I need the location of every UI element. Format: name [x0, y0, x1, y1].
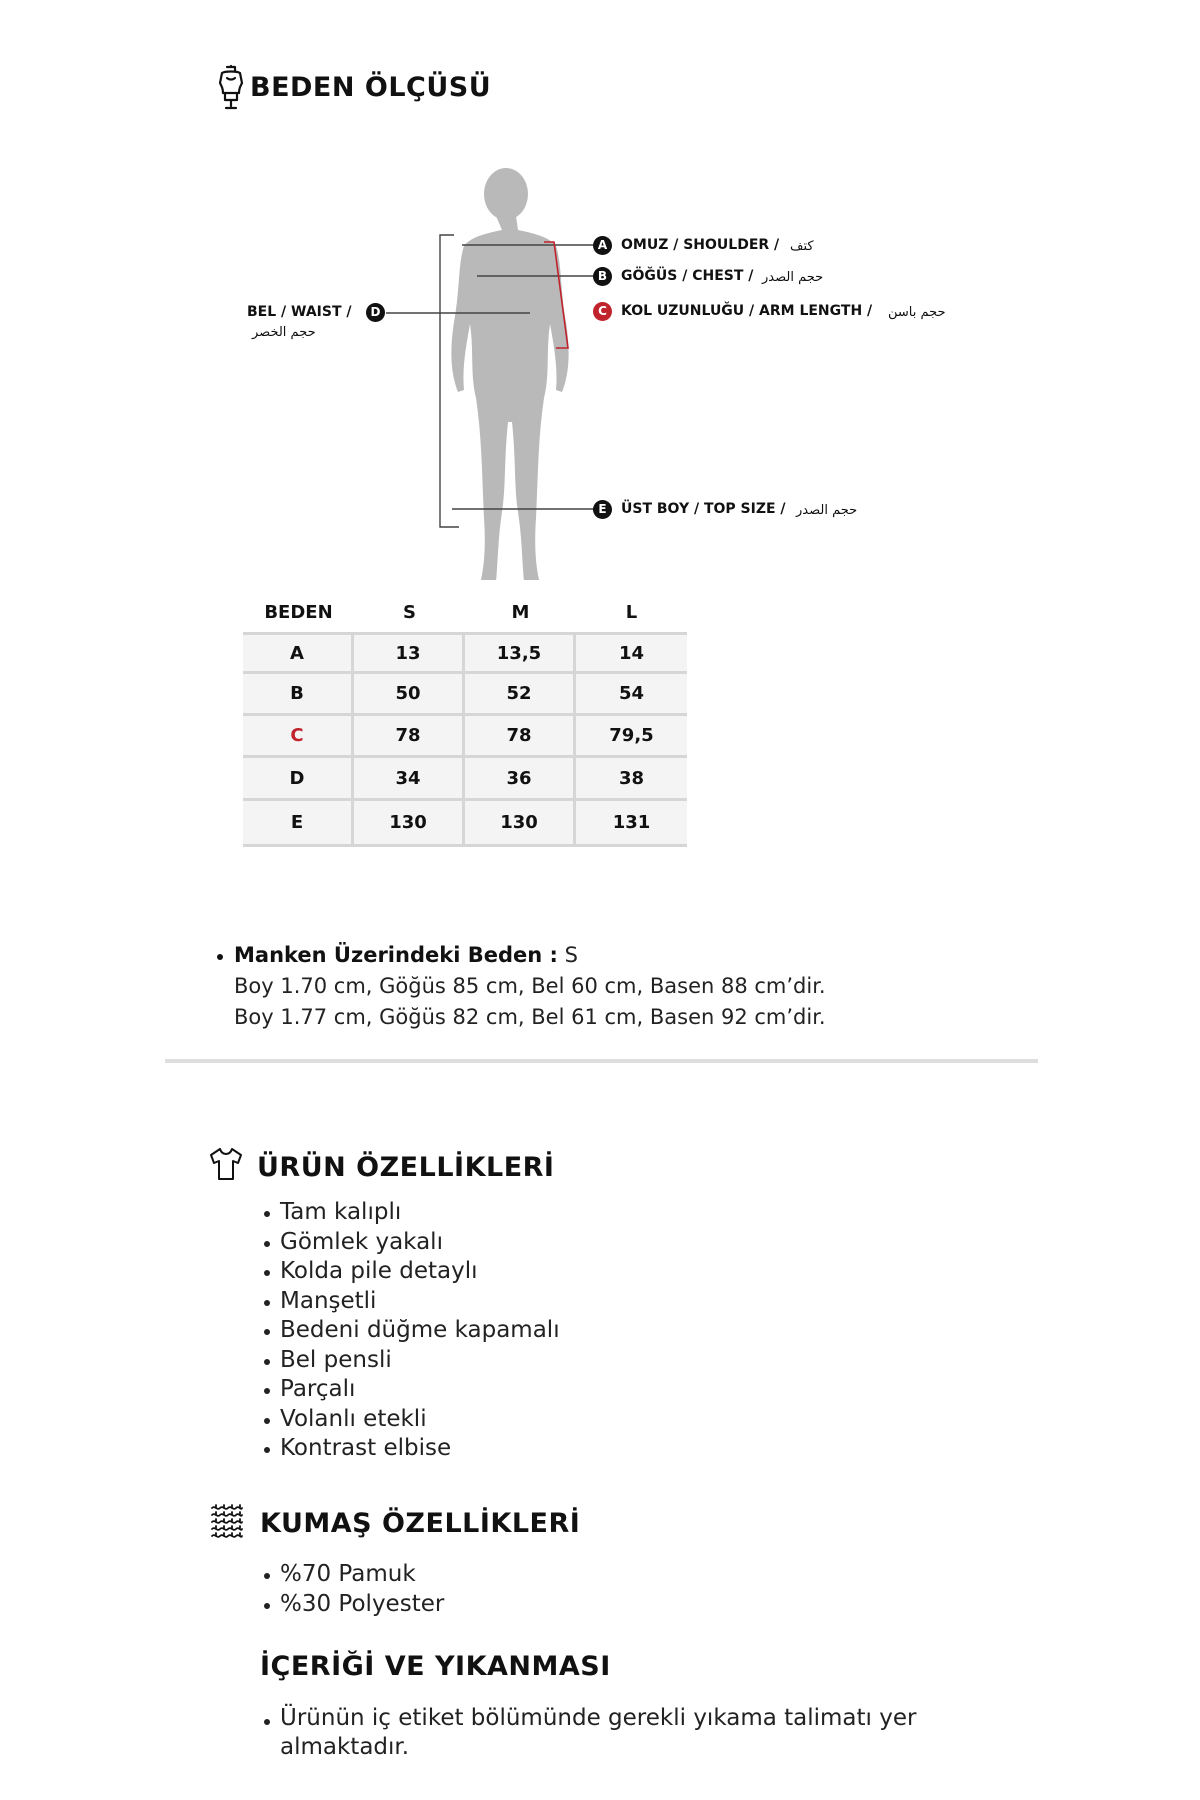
table-cell: B [243, 674, 354, 716]
size-chart-title: BEDEN ÖLÇÜSÜ [250, 72, 492, 103]
list-item: Bel pensli [264, 1346, 560, 1376]
care-title: İÇERİĞİ VE YIKANMASI [260, 1651, 611, 1682]
table-cell: D [243, 758, 354, 801]
care-line-1: Ürünün iç etiket bölümünde gerekli yıkama talimatı yer [280, 1705, 917, 1731]
tshirt-icon [208, 1146, 244, 1182]
section-divider [165, 1059, 1038, 1063]
model-note-heading [234, 943, 578, 967]
label-waist-arabic: حجم الخصر [252, 325, 316, 340]
table-cell: 52 [465, 674, 576, 716]
table-cell: 130 [354, 801, 465, 847]
table-cell: 50 [354, 674, 465, 716]
list-item: Kontrast elbise [264, 1434, 560, 1464]
list-item: Volanlı etekli [264, 1405, 560, 1435]
table-cell: 131 [576, 801, 687, 847]
size-table [243, 592, 687, 847]
table-cell: 78 [354, 716, 465, 758]
table-cell: E [243, 801, 354, 847]
table-cell: 78 [465, 716, 576, 758]
list-item: Gömlek yakalı [264, 1228, 560, 1258]
table-row [243, 632, 687, 674]
model-note-line-2: Boy 1.77 cm, Göğüs 82 cm, Bel 61 cm, Basen 92 cm’dir. [234, 1005, 826, 1029]
care-line-2: almaktadır. [280, 1734, 410, 1760]
table-cell: 38 [576, 758, 687, 801]
model-note-value: S [557, 943, 578, 967]
list-item: Kolda pile detaylı [264, 1257, 560, 1287]
table-cell: 130 [465, 801, 576, 847]
table-header-cell: L [625, 601, 638, 623]
table-row [243, 801, 687, 847]
body-figure-diagram [0, 0, 1200, 580]
label-top-size-arabic: حجم الصدر [796, 503, 858, 518]
model-note-bullet [217, 954, 223, 960]
badge-d: D [366, 303, 385, 322]
model-note-line-1: Boy 1.70 cm, Göğüs 85 cm, Bel 60 cm, Basen 88 cm’dir. [234, 974, 826, 998]
product-features-list [264, 1198, 560, 1464]
fabric-icon [208, 1502, 246, 1540]
label-arm-length: KOL UZUNLUĞU / ARM LENGTH / [621, 303, 873, 319]
product-features-title: ÜRÜN ÖZELLİKLERİ [257, 1152, 555, 1183]
table-row [243, 674, 687, 716]
table-header-cell: BEDEN [264, 601, 333, 623]
table-cell: 14 [576, 632, 687, 674]
table-row [243, 758, 687, 801]
table-cell: C [243, 716, 354, 758]
fabric-features-list [264, 1560, 444, 1619]
list-item: %30 Polyester [264, 1590, 444, 1620]
fabric-features-title: KUMAŞ ÖZELLİKLERİ [260, 1508, 581, 1539]
table-cell: 54 [576, 674, 687, 716]
table-cell: A [243, 632, 354, 674]
badge-c: C [593, 302, 612, 321]
list-item: Tam kalıplı [264, 1198, 560, 1228]
label-top-size: ÜST BOY / TOP SIZE / [621, 501, 786, 517]
table-cell: 13,5 [465, 632, 576, 674]
table-cell: 36 [465, 758, 576, 801]
label-shoulder-arabic: كتف [790, 239, 814, 254]
list-item: Parçalı [264, 1375, 560, 1405]
label-waist: BEL / WAIST / [247, 304, 352, 320]
label-chest-arabic: حجم الصدر [762, 270, 824, 285]
list-item: Manşetli [264, 1287, 560, 1317]
badge-e: E [593, 500, 612, 519]
table-cell: 13 [354, 632, 465, 674]
table-header-cell: S [403, 601, 416, 623]
model-note-label: Manken Üzerindeki Beden : [234, 943, 558, 967]
table-row [243, 716, 687, 758]
table-cell: 34 [354, 758, 465, 801]
size-table-header [243, 592, 687, 632]
table-header-cell: M [511, 601, 530, 623]
badge-a: A [593, 236, 612, 255]
table-cell: 79,5 [576, 716, 687, 758]
list-item: Bedeni düğme kapamalı [264, 1316, 560, 1346]
badge-b: B [593, 267, 612, 286]
label-arm-length-arabic: حجم باسن [888, 305, 946, 320]
list-item: %70 Pamuk [264, 1560, 444, 1590]
care-bullet [264, 1719, 270, 1725]
body-silhouette [451, 168, 568, 580]
label-shoulder: OMUZ / SHOULDER / [621, 237, 780, 253]
label-chest: GÖĞÜS / CHEST / [621, 268, 754, 284]
